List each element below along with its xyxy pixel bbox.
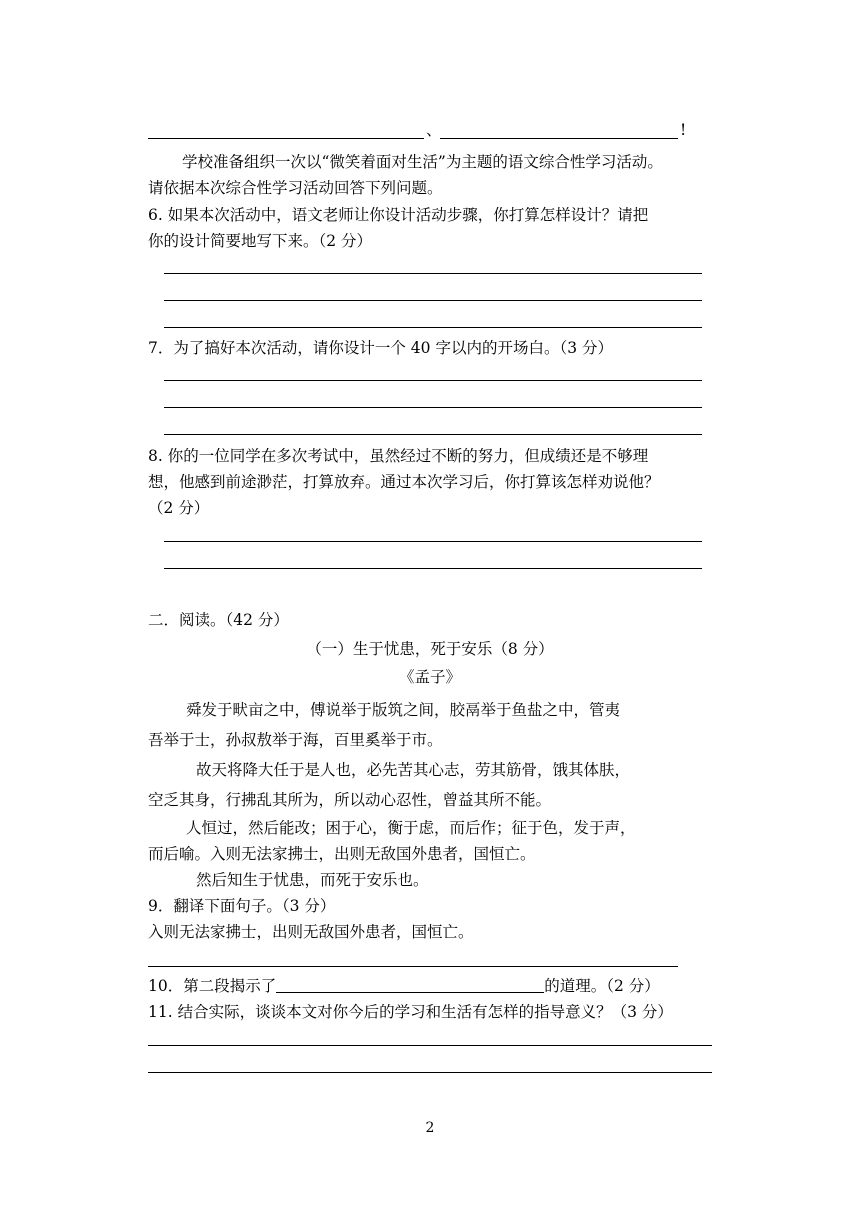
question-8-line-1: 8. 你的一位同学在多次考试中，虽然经过不断的努力，但成绩还是不够理 [148, 447, 649, 465]
question-10 [148, 976, 660, 996]
question-6-line-2: 你的设计简要地写下来。（2 分） [148, 232, 373, 250]
answer-line [164, 541, 702, 542]
section-heading: 二．阅读。（42 分） [148, 611, 289, 629]
answer-line [440, 138, 678, 139]
page-number: 2 [425, 1120, 435, 1136]
answer-line [164, 327, 702, 328]
answer-line [148, 966, 678, 967]
passage-line: 舜发于畎亩之中，傅说举于版筑之间，胶鬲举于鱼盐之中，管夷 [186, 701, 621, 719]
passage-line: 然后知生于忧患，而死于安乐也。 [196, 871, 429, 889]
question-6-line-1: 6. 如果本次活动中，语文老师让你设计活动步骤，你打算怎样设计？请把 [148, 206, 649, 224]
passage-title: （一）生于忧患，死于安乐（8 分） [306, 640, 554, 658]
answer-line [164, 434, 702, 435]
intro-line-1: 学校准备组织一次以“微笑着面对生活”为主题的语文综合性学习活动。 [182, 153, 663, 171]
answer-line [164, 273, 702, 274]
question-9: 9．翻译下面句子。（3 分） [148, 897, 336, 915]
question-7: 7．为了搞好本次活动，请你设计一个 40 字以内的开场白。（3 分） [148, 339, 613, 357]
answer-line [148, 138, 424, 139]
passage-line: 吾举于士，孙叔敖举于海，百里奚举于市。 [148, 731, 443, 749]
passage-line: 故天将降大任于是人也，必先苦其心志，劳其筋骨，饿其体肤， [196, 761, 631, 779]
question-8-line-2: 想，他感到前途渺茫，打算放弃。通过本次学习后，你打算该怎样劝说他？ [148, 473, 660, 491]
passage-line: 人恒过，然后能改；困于心，衡于虑，而后作；征于色，发于声， [186, 819, 636, 837]
intro-line-2: 请依据本次综合性学习活动回答下列问题。 [148, 179, 443, 197]
passage-line: 而后喻。入则无法家拂士，出则无敌国外患者，国恒亡。 [148, 845, 536, 863]
answer-line [164, 568, 702, 569]
question-10-before: 10．第二段揭示了 [148, 977, 277, 995]
answer-line [148, 1045, 712, 1046]
passage-line: 空乏其身，行拂乱其所为，所以动心忍性，曾益其所不能。 [148, 791, 552, 809]
question-9-sentence: 入则无法家拂士，出则无敌国外患者，国恒亡。 [148, 923, 474, 941]
question-11: 11. 结合实际，谈谈本文对你今后的学习和生活有怎样的指导意义？（3 分） [148, 1003, 673, 1021]
exclamation-mark: ! [680, 121, 687, 139]
answer-line [164, 300, 702, 301]
question-10-after: 的道理。（2 分） [544, 977, 660, 995]
question-8-line-3: （2 分） [148, 499, 210, 517]
fill-in-blank[interactable] [276, 976, 544, 993]
answer-line [164, 380, 702, 381]
answer-line [164, 407, 702, 408]
answer-line [148, 1072, 712, 1073]
separator-mark: 、 [426, 121, 442, 139]
passage-author: 《孟子》 [398, 668, 461, 686]
